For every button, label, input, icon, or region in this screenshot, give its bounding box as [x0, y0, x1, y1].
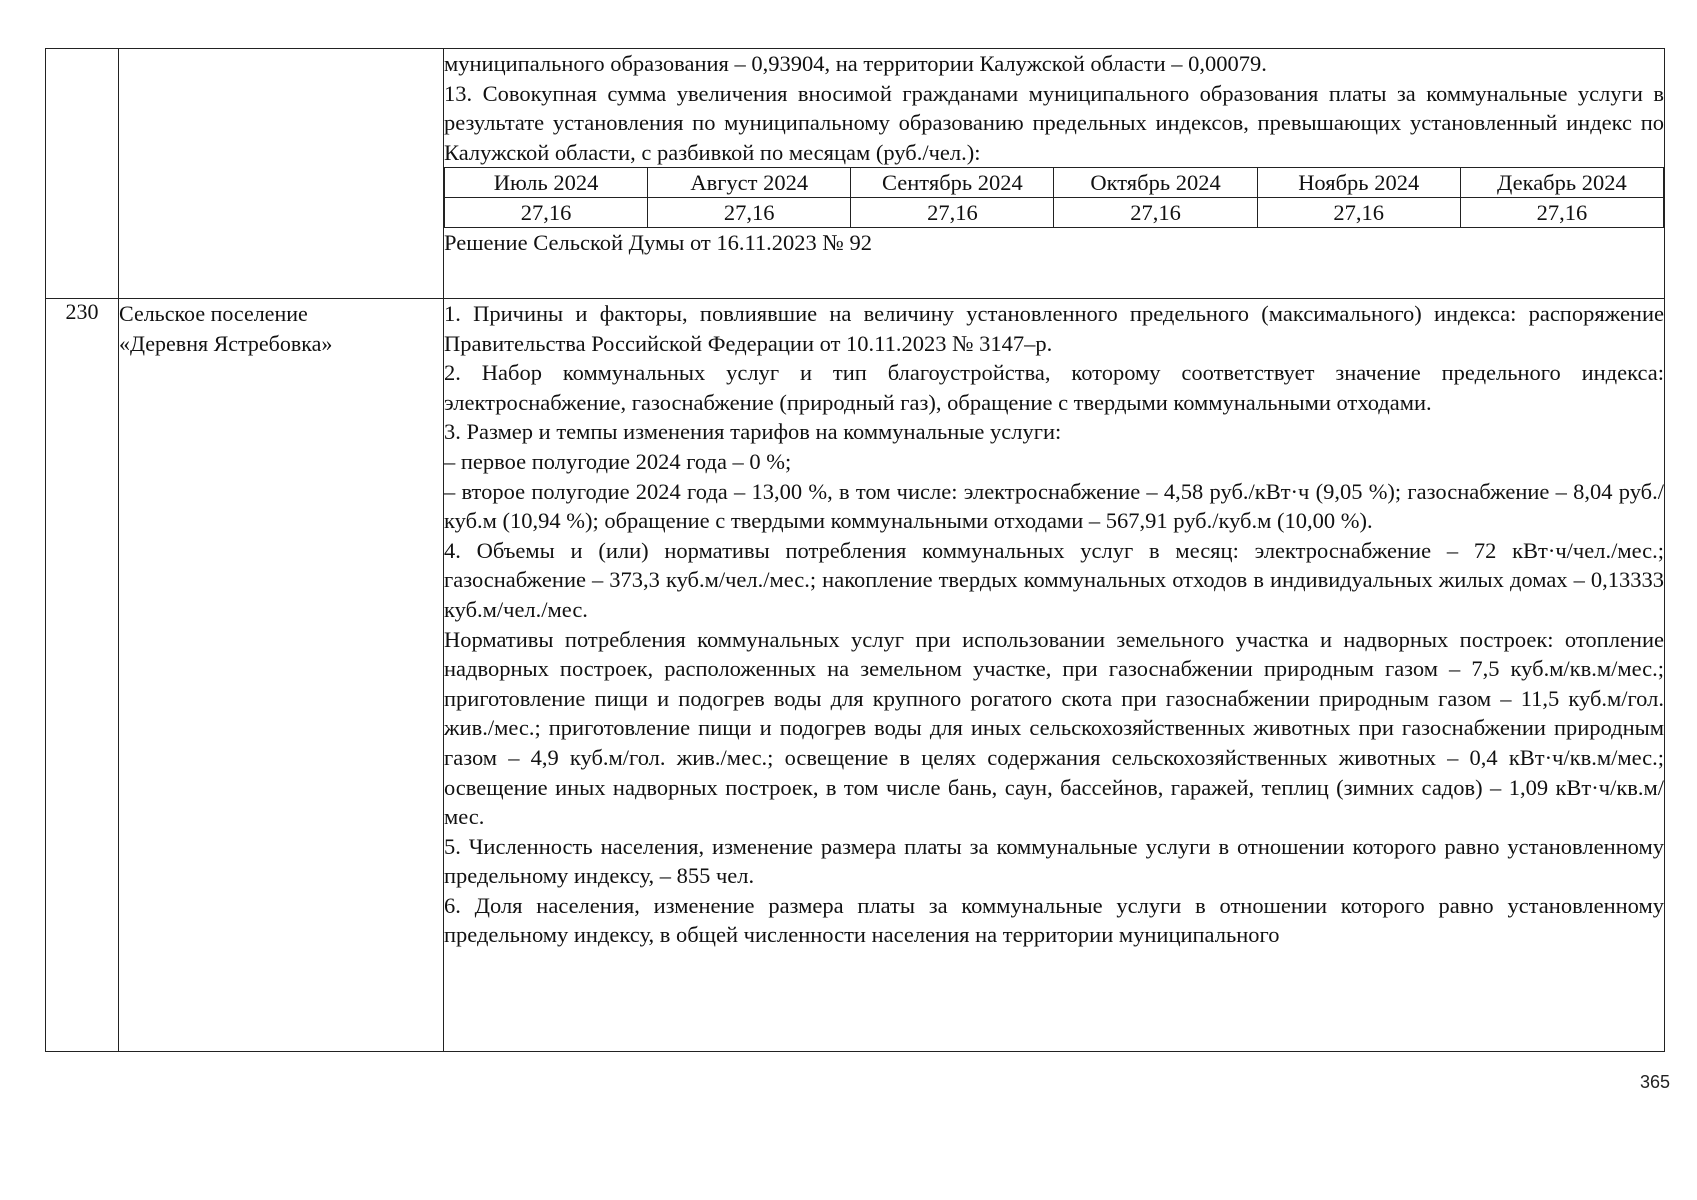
month-cell: Июль 2024 [445, 168, 648, 198]
municipality-cell [119, 299, 444, 1052]
month-cell: Ноябрь 2024 [1257, 168, 1460, 198]
months-header-row [445, 168, 1664, 198]
paragraph: 1. Причины и факторы, повлиявшие на величину установленного предельного (максимального) индекса: распоряжение Правительства Российской Федерации от 10.11.2023 № 3147–р. [444, 301, 1664, 356]
row-content-cell [444, 299, 1665, 1052]
values-row [445, 198, 1664, 228]
paragraph: 5. Численность населения, изменение размера платы за коммунальные услуги в отношении которого равно установленному предельному индексу, – 855 чел. [444, 833, 1664, 889]
month-cell: Август 2024 [648, 168, 851, 198]
paragraph: муниципального образования – 0,93904, на территории Калужской области – 0,00079. [444, 51, 1267, 76]
paragraph: 2. Набор коммунальных услуг и тип благоустройства, которому соответствует значение предельного индекса: электроснабжение, газоснабжение (природный газ), обращение с твердыми коммунальными отходами. [444, 360, 1664, 415]
row-number-cell: 230 [46, 299, 119, 1052]
table-row [46, 49, 1665, 299]
value-cell: 27,16 [851, 198, 1054, 228]
value-cell: 27,16 [1054, 198, 1257, 228]
index-table [45, 48, 1665, 1052]
value-cell: 27,16 [1257, 198, 1460, 228]
value-cell: 27,16 [1460, 198, 1663, 228]
row-content-cell [444, 49, 1665, 299]
municipality-type: Сельское поселение [119, 301, 308, 326]
month-cell: Декабрь 2024 [1460, 168, 1663, 198]
paragraph: – первое полугодие 2024 года – 0 %; [444, 448, 792, 474]
paragraph: Нормативы потребления коммунальных услуг при использовании земельного участка и надворных построек: отопление надворных построек, расположенных на земельном участке, при газоснабжении природным газом – 7,5 куб.м/кв.м/мес.; приготовление пищи и подогрев воды для крупного рогатого скота при газоснабжении природным газом – 11,5 куб.м/гол. жив./мес.; приготовление пищи и подогрев воды для иных сельскохозяйственных животных при газоснабжении природным газом – 4,9 куб.м/гол. жив./мес.; освещение в целях содержания сельскохозяйственных животных – 0,4 кВт·ч/кв.м/мес.; освещение иных надворных построек, в том числе бань, саун, бассейнов, гаражей, теплиц (зимних садов) – 1,09 кВт·ч/кв.м/мес. [444, 626, 1664, 830]
page-number: 365 [1639, 1072, 1670, 1092]
row-number-cell [46, 49, 119, 299]
month-cell: Октябрь 2024 [1054, 168, 1257, 198]
table-row [46, 299, 1665, 1052]
municipality-cell [119, 49, 444, 299]
month-cell: Сентябрь 2024 [851, 168, 1054, 198]
paragraph: 4. Объемы и (или) нормативы потребления коммунальных услуг в месяц: электроснабжение – 72 кВт·ч/чел./мес.; газоснабжение – 373,3 куб.м/чел./мес.; накопление твердых коммунальных отходов в индивидуальных жилых домах – 0,13333 куб.м/чел./мес. [444, 537, 1664, 622]
value-cell: 27,16 [445, 198, 648, 228]
municipality-name: «Деревня Ястребовка» [119, 331, 333, 356]
paragraph: 13. Совокупная сумма увеличения вносимой гражданами муниципального образования платы за коммунальные услуги в результате установления по муниципальному образованию предельных индексов, превышающих установленный индекс по Калужской области, с разбивкой по месяцам (руб./чел.): [444, 80, 1664, 165]
value-cell: 27,16 [648, 198, 851, 228]
monthly-increase-table [444, 167, 1664, 228]
decision-reference: Решение Сельской Думы от 16.11.2023 № 92 [444, 230, 872, 256]
paragraph: 3. Размер и темпы изменения тарифов на коммунальные услуги: [444, 419, 1062, 445]
paragraph: 6. Доля населения, изменение размера платы за коммунальные услуги в отношении которого равно установленному предельному индексу, в общей численности населения на территории муниципального [444, 892, 1664, 948]
paragraph: – второе полугодие 2024 года – 13,00 %, в том числе: электроснабжение – 4,58 руб./кВт·ч (9,05 %); газоснабжение – 8,04 руб./куб.м (10,94 %); обращение с твердыми коммунальными отходами – 567,91 руб./куб.м (10,00 %). [444, 478, 1664, 534]
